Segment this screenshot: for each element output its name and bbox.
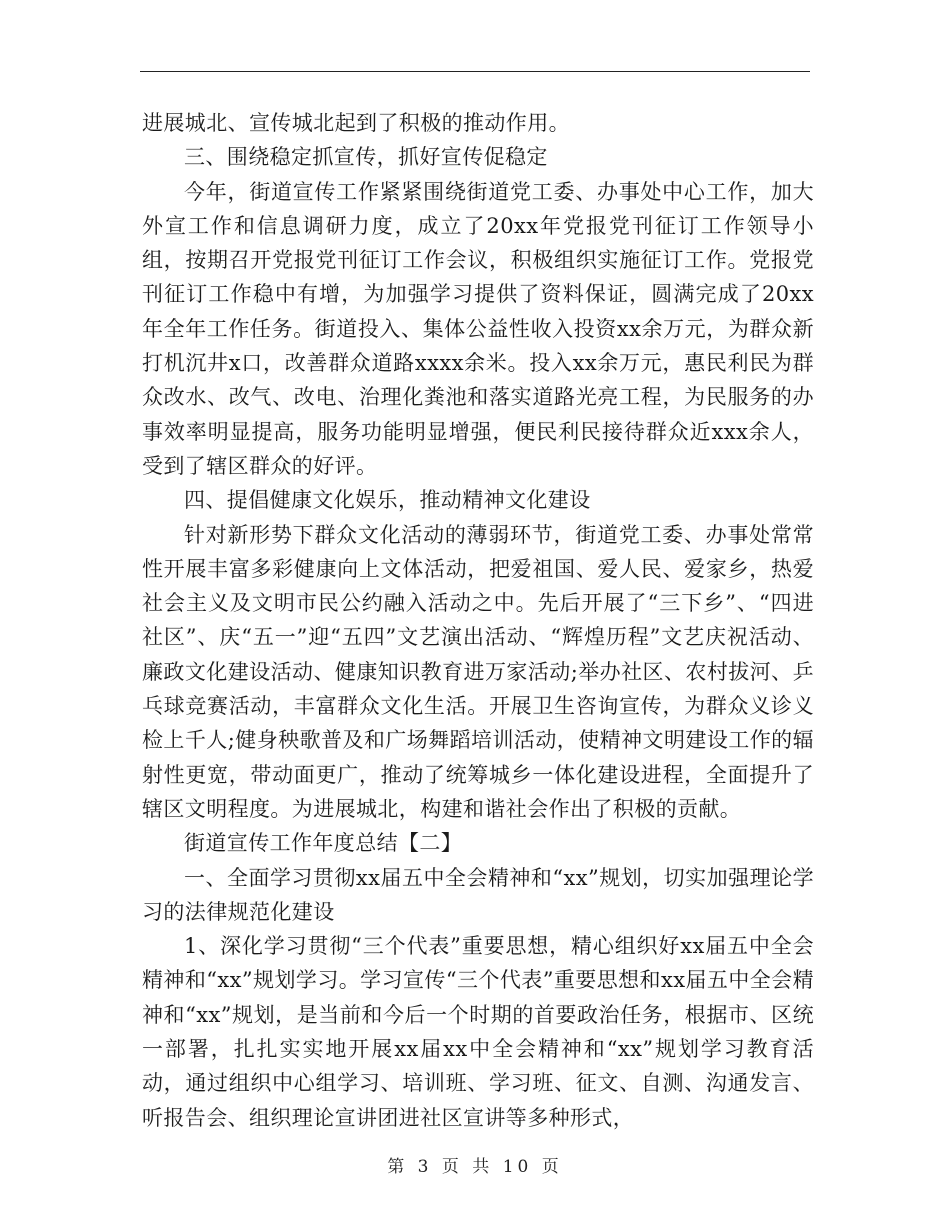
header-rule <box>140 71 810 72</box>
page-footer: 第 3 页 共 10 页 <box>387 1157 563 1177</box>
body-text <box>142 106 814 1135</box>
section-heading-1: 一、全面学习贯彻xx届五中全会精神和“xx”规划，切实加强理论学习的法律规范化建设 <box>142 865 814 924</box>
section-heading-3: 三、围绕稳定抓宣传，抓好宣传促稳定 <box>184 145 548 170</box>
paragraph-study-item-1: 1、深化学习贯彻“三个代表”重要思想，精心组织好xx届五中全会精神和“xx”规划学习。学习宣传“三个代表”重要思想和xx届五中全会精神和“xx”规划，是当前和今后一个时期的首要政治任务，根据市、区统一部署，扎扎实实地开展xx届xx中全会精神和“xx”规划学习教育活动，通过组织中心组学习、培训班、学习班、征文、自测、沟通发言、听报告会、组织理论宣讲团进社区宣讲等多种形式， <box>142 934 814 1130</box>
paragraph-continuation: 进展城北、宣传城北起到了积极的推动作用。 <box>142 111 570 135</box>
paragraph-culture-activities: 针对新形势下群众文化活动的薄弱环节，街道党工委、办事处常常性开展丰富多彩健康向上文体活动，把爱祖国、爱人民、爱家乡，热爱社会主义及文明市民公约融入活动之中。先后开展了“三下乡”、“四进社区”、庆“五一”迎“五四”文艺演出活动、“辉煌历程”文艺庆祝活动、廉政文化建设活动、健康知识教育进万家活动;举办社区、农村拔河、乒乓球竞赛活动，丰富群众文化生活。开展卫生咨询宣传，为群众义诊义检上千人;健身秧歌普及和广场舞蹈培训活动，使精神文明建设工作的辐射性更宽，带动面更广，推动了统筹城乡一体化建设进程，全面提升了辖区文明程度。为进展城北，构建和谐社会作出了积极的贡献。 <box>142 522 814 821</box>
summary-title-2: 街道宣传工作年度总结【二】 <box>184 831 463 856</box>
section-heading-4: 四、提倡健康文化娱乐，推动精神文化建设 <box>184 488 591 513</box>
paragraph-publicity-work: 今年，街道宣传工作紧紧围绕街道党工委、办事处中心工作，加大外宣工作和信息调研力度，成立了20xx年党报党刊征订工作领导小组，按期召开党报党刊征订工作会议，积极组织实施征订工作。党报党刊征订工作稳中有增，为加强学习提供了资料保证，圆满完成了20xx年全年工作任务。街道投入、集体公益性收入投资xx余万元，为群众新打机沉井x口，改善群众道路xxxx余米。投入xx余万元，惠民利民为群众改水、改气、改电、治理化粪池和落实道路光亮工程，为民服务的办事效率明显提高，服务功能明显增强，便民利民接待群众近xxx余人，受到了辖区群众的好评。 <box>142 179 814 478</box>
